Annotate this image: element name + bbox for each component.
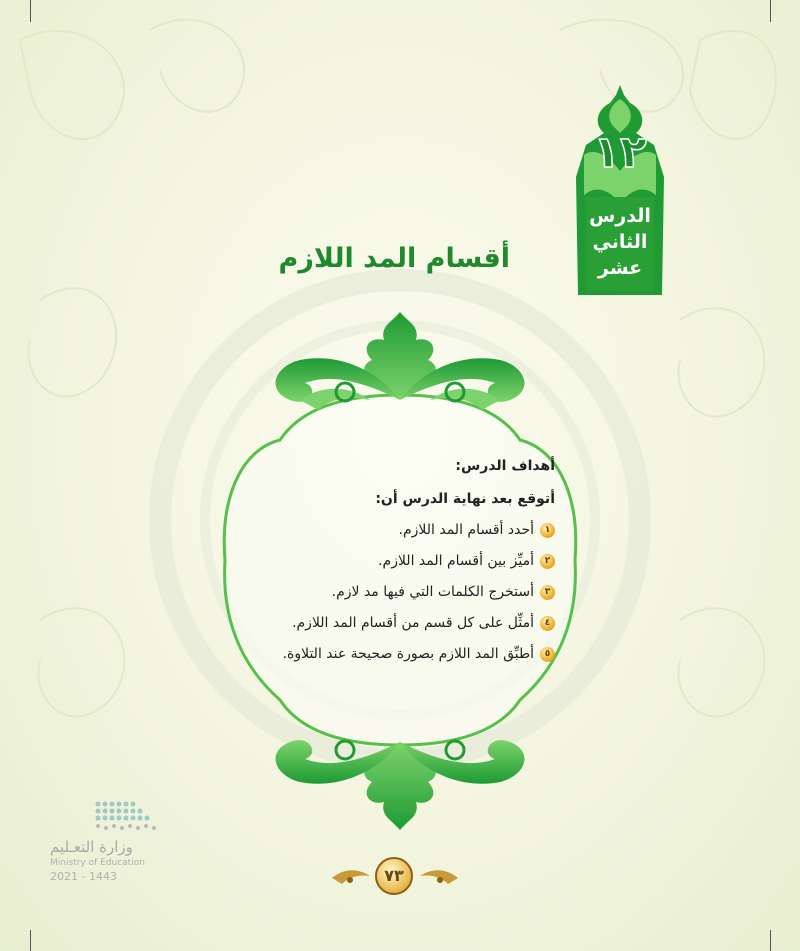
- objective-item: [250, 553, 555, 569]
- lesson-label-line1: الدرس: [589, 205, 651, 227]
- ministry-year: 2021 - 1443: [50, 870, 117, 883]
- lesson-label-line3: عشر: [597, 257, 643, 279]
- objective-item: [250, 615, 555, 631]
- frame-top-crown: [276, 312, 525, 410]
- objective-number: ١: [540, 523, 555, 538]
- lesson-title: أقسام المد اللازم: [278, 243, 510, 274]
- lesson-number: ١٢: [593, 127, 647, 178]
- objective-text: أستخرج الكلمات التي فيها مد لازم.: [331, 584, 534, 600]
- objective-item: [250, 646, 555, 662]
- page-number: ٧٣: [375, 857, 413, 895]
- lesson-label-line2: الثاني: [592, 231, 648, 253]
- objective-number: ٣: [540, 585, 555, 600]
- objective-text: أمثِّل على كل قسم من أقسام المد اللازم.: [292, 615, 534, 631]
- objective-number: ٢: [540, 554, 555, 569]
- objective-item: [250, 522, 555, 538]
- ministry-logo-icon: [48, 800, 158, 834]
- objective-number: ٤: [540, 616, 555, 631]
- objective-item: [250, 584, 555, 600]
- frame-bottom-crown: [276, 740, 525, 830]
- objective-number: ٥: [540, 647, 555, 662]
- objectives-panel: [250, 458, 555, 677]
- page-number-ornament: [330, 850, 460, 900]
- objective-text: أحدد أقسام المد اللازم.: [398, 522, 534, 538]
- objective-text: أطبِّق المد اللازم بصورة صحيحة عند التلاوة.: [282, 646, 534, 662]
- objectives-intro: أتوقع بعد نهاية الدرس أن:: [375, 491, 555, 507]
- objective-text: أميِّز بين أقسام المد اللازم.: [378, 553, 534, 569]
- objectives-heading: أهداف الدرس:: [455, 458, 555, 474]
- ministry-name-en: Ministry of Education: [50, 858, 145, 868]
- ministry-name-ar: وزارة التعـليم: [50, 838, 133, 856]
